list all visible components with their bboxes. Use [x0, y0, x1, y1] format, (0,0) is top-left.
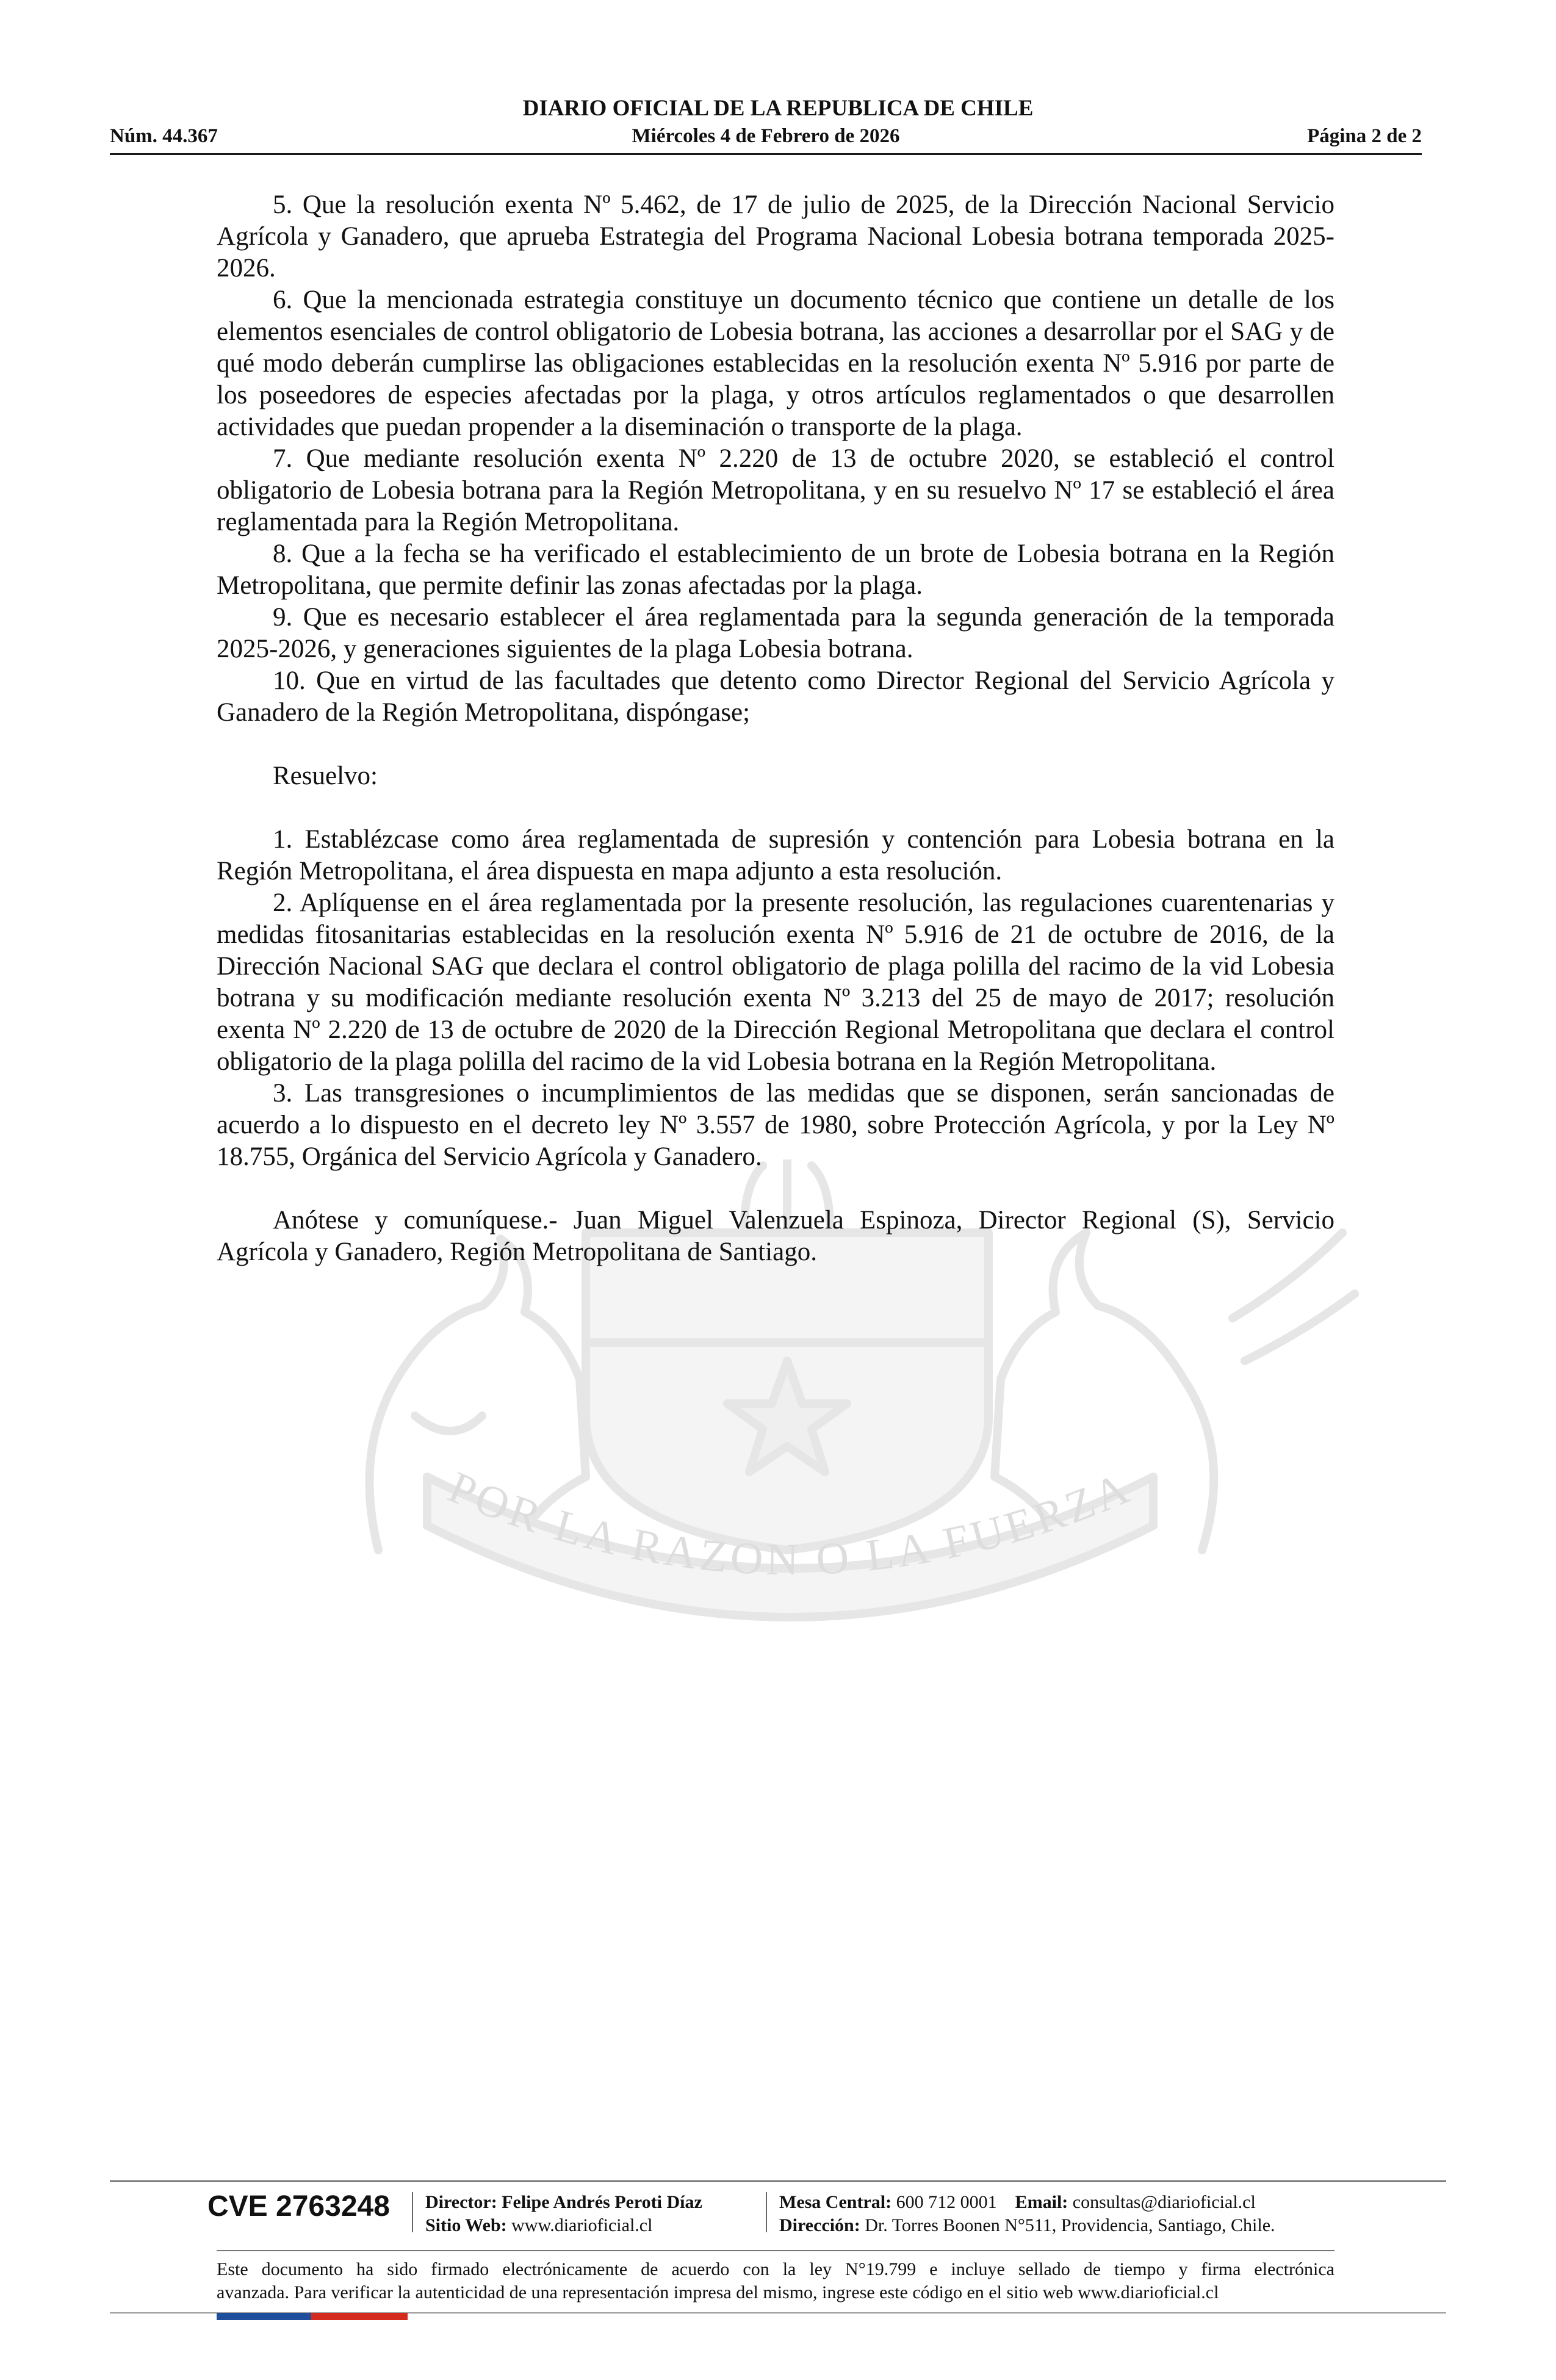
footer-mid-divider	[217, 2250, 1334, 2251]
paragraph-resuelvo-3: 3. Las transgresiones o incumplimientos de las medidas que se disponen, serán sancionadas de acuerdo a lo dispuesto en el decreto ley Nº 3.557 de 1980, sobre Protección Agrícola, y por la Ley Nº 18.755, Orgánica del Servicio Agrícola y Ganadero.	[217, 1079, 1334, 1171]
signature-notice-line-2: avanzada. Para verificar la autenticidad de una representación impresa del mismo, ingrese este código en el sitio web www.diarioficial.cl	[217, 2282, 1219, 2302]
paragraph-considerando-9: 9. Que es necesario establecer el área reglamentada para la segunda generación de la temporada 2025-2026, y generaciones siguientes de la plaga Lobesia botrana.	[217, 603, 1334, 663]
phone-number: 600 712 0001	[896, 2192, 997, 2212]
page-indicator: Página 2 de 2	[1307, 125, 1422, 147]
signature-notice-line-1: Este documento ha sido firmado electrónicamente de acuerdo con la ley N°19.799 e incluye sellado de tiempo y firma electrónica	[217, 2259, 1334, 2279]
footer-contact-block	[779, 2191, 1275, 2237]
signature-paragraph: Anótese y comuníquese.- Juan Miguel Valenzuela Espinoza, Director Regional (S), Servicio Agrícola y Ganadero, Región Metropolitana de Santiago.	[217, 1206, 1334, 1266]
director-label: Director:	[425, 2192, 497, 2212]
flag-bar-red	[311, 2313, 408, 2320]
website-link[interactable]: www.diarioficial.cl	[511, 2215, 653, 2235]
address-label: Dirección:	[779, 2215, 860, 2235]
flag-bar-blue	[217, 2313, 311, 2320]
header-divider	[110, 153, 1422, 155]
paragraph-considerando-7: 7. Que mediante resolución exenta Nº 2.220 de 13 de octubre 2020, se estableció el control obligatorio de Lobesia botrana para la Región Metropolitana, y en su resuelvo Nº 17 se estableció el área reglamentada para la Región Metropolitana.	[217, 444, 1334, 536]
issue-date: Miércoles 4 de Febrero de 2026	[632, 125, 900, 147]
motto-text: POR LA RAZON O LA FUERZA	[441, 1462, 1139, 1585]
footer-director-block	[425, 2191, 702, 2237]
footer-separator	[412, 2192, 413, 2232]
paragraph-considerando-8: 8. Que a la fecha se ha verificado el establecimiento de un brote de Lobesia botrana en la Región Metropolitana, que permite definir las zonas afectadas por la plaga.	[217, 539, 1334, 600]
paragraph-resuelvo-2: 2. Aplíquense en el área reglamentada por la presente resolución, las regulaciones cuarentenarias y medidas fitosanitarias establecidas en la resolución exenta Nº 5.916 de 21 de octubre de 2016, de la Dirección Nacional SAG que declara el control obligatorio de plaga polilla del racimo de la vid Lobesia botrana y su modificación mediante resolución exenta Nº 3.213 del 25 de mayo de 2017; resolución exenta Nº 2.220 de 13 de octubre de 2020 de la Dirección Regional Metropolitana que declara el control obligatorio de la plaga polilla del racimo de la vid Lobesia botrana en la Región Metropolitana.	[217, 889, 1334, 1076]
paragraph-resuelvo-1: 1. Establézcase como área reglamentada de supresión y contención para Lobesia botrana en la Región Metropolitana, el área dispuesta en mapa adjunto a esta resolución.	[217, 825, 1334, 885]
email-label: Email:	[1015, 2192, 1068, 2212]
publication-title: DIARIO OFICIAL DE LA REPUBLICA DE CHILE	[522, 96, 1034, 121]
email-link[interactable]: consultas@diarioficial.cl	[1072, 2192, 1256, 2212]
website-label: Sitio Web:	[425, 2215, 507, 2235]
director-name: Felipe Andrés Peroti Díaz	[502, 2192, 702, 2212]
paragraph-considerando-5: 5. Que la resolución exenta Nº 5.462, de 17 de julio de 2025, de la Dirección Nacional Servicio Agrícola y Ganadero, que aprueba Estrategia del Programa Nacional Lobesia botrana temporada 2025-2026.	[217, 190, 1334, 283]
footer-separator	[766, 2192, 767, 2232]
paragraph-considerando-6: 6. Que la mencionada estrategia constituye un documento técnico que contiene un detalle de los elementos esenciales de control obligatorio de Lobesia botrana, las acciones a desarrollar por el SAG y de qué modo deberán cumplirse las obligaciones establecidas en la resolución exenta Nº 5.916 por parte de los poseedores de especies afectadas por la plaga, y otros artículos reglamentados o que desarrollen actividades que puedan propender a la diseminación o transporte de la plaga.	[217, 286, 1334, 441]
document-body	[217, 189, 1334, 1268]
header-row	[110, 124, 1422, 148]
footer-top-divider	[110, 2180, 1446, 2182]
address-value: Dr. Torres Boonen N°511, Providencia, Santiago, Chile.	[865, 2215, 1275, 2235]
phone-label: Mesa Central:	[779, 2192, 892, 2212]
issue-number: Núm. 44.367	[110, 125, 218, 147]
cve-code: CVE 2763248	[207, 2190, 390, 2223]
resolution-heading: Resuelvo:	[273, 762, 378, 790]
paragraph-considerando-10: 10. Que en virtud de las facultades que detento como Director Regional del Servicio Agrícola y Ganadero de la Región Metropolitana, dispóngase;	[217, 666, 1334, 727]
